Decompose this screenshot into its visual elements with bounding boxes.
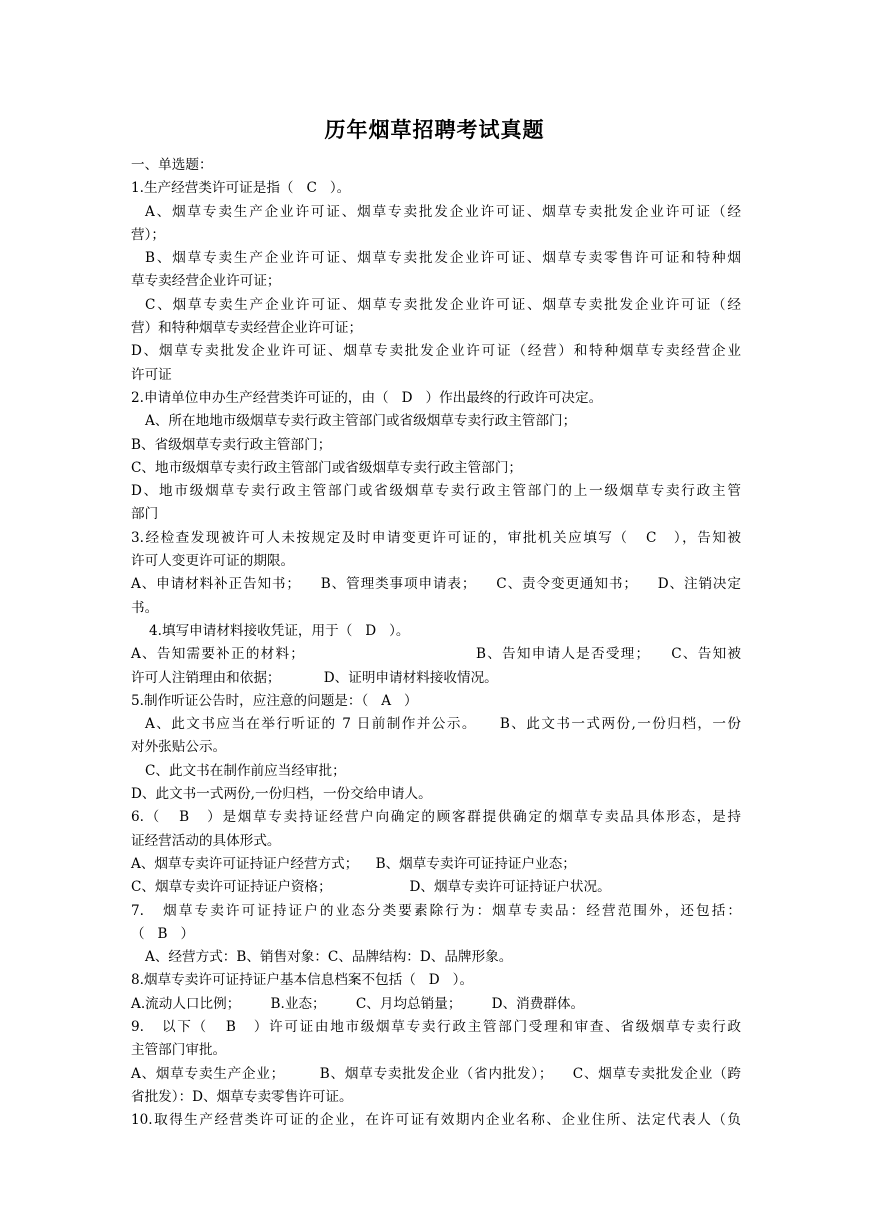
option-text: 营）； [131, 226, 165, 243]
option-text: C、烟草专卖生产企业许可证、烟草专卖批发企业许可证、烟草专卖批发企业许可证（经 [145, 296, 741, 313]
question-5: 5.制作听证公告时，应注意的问题是：（ A ） [131, 692, 418, 709]
option-text: A、所在地地市级烟草专卖行政主管部门或省级烟草专卖行政主管部门； [145, 413, 577, 430]
option-text: 许可人注销理由和依据； D、证明申请材料接收情况。 [131, 669, 498, 686]
option-text: D、烟草专卖批发企业许可证、烟草专卖批发企业许可证（经营）和特种烟草专卖经营企业 [131, 343, 741, 360]
document-title: 历年烟草招聘考试真题 [324, 118, 545, 142]
option-text: 对外张贴公示。 [131, 739, 227, 756]
option-text: A、此文书应当在举行听证的 7 日前制作并公示。 B、此文书一式两份,一份归档，一份 [145, 716, 741, 733]
question-10: 10.取得生产经营类许可证的企业，在许可证有效期内企业名称、企业住所、法定代表人（负 [131, 1112, 741, 1129]
question-text: 证经营活动的具体形式。 [131, 832, 281, 849]
option-text: 省批发）：D、烟草专卖零售许可证。 [131, 1088, 353, 1105]
question-text: （ B ） [131, 925, 195, 942]
option-text: A、申请材料补正告知书； B、管理类事项申请表； C、责令变更通知书； D、注销决定 [131, 576, 741, 593]
question-8: 8.烟草专卖许可证持证户基本信息档案不包括（ D ）。 [131, 972, 474, 989]
option-text: B、烟草专卖生产企业许可证、烟草专卖批发企业许可证、烟草专卖零售许可证和特种烟 [145, 250, 741, 267]
section-heading: 一、单选题： [131, 157, 213, 173]
option-text: A、经营方式：B、销售对象：C、品牌结构：D、品牌形象。 [145, 949, 513, 966]
document-body [131, 154, 741, 1132]
option-text: 部门 [131, 506, 159, 523]
question-7: 7. 烟草专卖许可证持证户的业态分类要素除行为：烟草专卖品：经营范围外，还包括： [131, 902, 741, 919]
question-4: 4.填写申请材料接收凭证，用于（ D ）。 [149, 622, 410, 639]
question-3: 3.经检查发现被许可人未按规定及时申请变更许可证的，审批机关应填写（ C ），告知被 [131, 529, 741, 546]
option-text: C、此文书在制作前应当经审批； [145, 762, 346, 779]
option-text: A.流动人口比例； B.业态； C、月均总销量； D、消费群体。 [131, 995, 585, 1012]
option-text: A、烟草专卖生产企业； B、烟草专卖批发企业（省内批发）； C、烟草专卖批发企业（跨 [131, 1065, 741, 1082]
option-text: C、地市级烟草专卖行政主管部门或省级烟草专卖行政主管部门； [131, 459, 523, 476]
option-text: 许可证 [131, 366, 172, 383]
question-9: 9. 以下（ B ）许可证由地市级烟草专卖行政主管部门受理和审查、省级烟草专卖行政 [131, 1018, 741, 1035]
option-text: 营）和特种烟草专卖经营企业许可证； [131, 320, 363, 337]
option-text: A、烟草专卖许可证持证户经营方式； B、烟草专卖许可证持证户业态； [131, 855, 576, 872]
option-text: C、烟草专卖许可证持证户资格； D、烟草专卖许可证持证户状况。 [131, 879, 611, 896]
option-text: A、烟草专卖生产企业许可证、烟草专卖批发企业许可证、烟草专卖批发企业许可证（经 [145, 203, 741, 220]
option-text: D、此文书一式两份,一份归档，一份交给申请人。 [131, 786, 432, 803]
question-text: 主管部门审批。 [131, 1042, 227, 1059]
question-1: 1.生产经营类许可证是指（ C ）。 [131, 180, 351, 197]
option-text: D、地市级烟草专卖行政主管部门或省级烟草专卖行政主管部门的上一级烟草专卖行政主管 [131, 483, 741, 500]
question-6: 6.（ B ）是烟草专卖持证经营户向确定的顾客群提供确定的烟草专卖品具体形态，是持 [131, 809, 741, 826]
option-text: 草专卖经营企业许可证； [131, 273, 281, 290]
option-text: B、省级烟草专卖行政主管部门； [131, 436, 332, 453]
option-text: 书。 [131, 599, 159, 616]
question-2: 2.申请单位申办生产经营类许可证的，由（ D ）作出最终的行政许可决定。 [131, 389, 603, 406]
question-text: 许可人变更许可证的期限。 [131, 553, 295, 570]
option-text: A、告知需要补正的材料； B、告知申请人是否受理； C、告知被 [131, 646, 741, 663]
